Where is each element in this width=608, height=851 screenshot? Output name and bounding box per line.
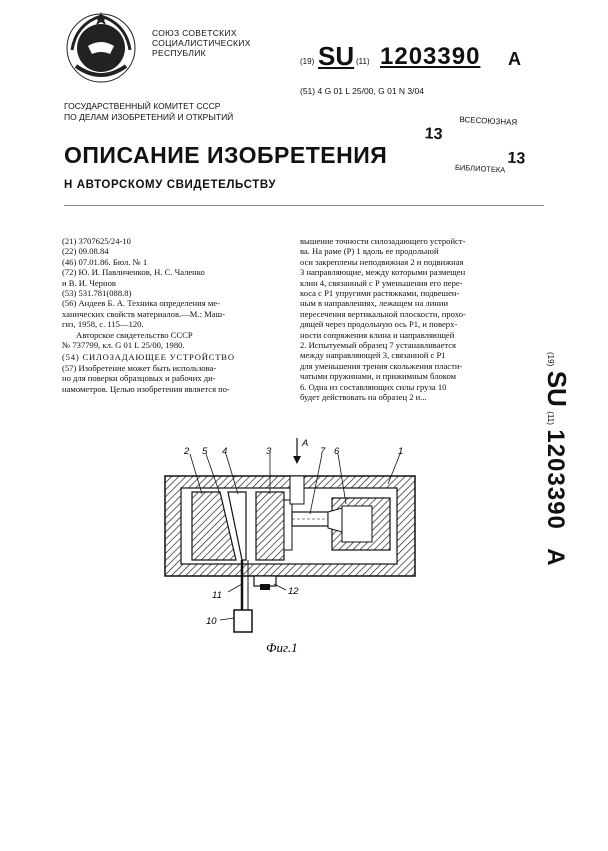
figure-drawing — [150, 434, 420, 662]
abstract-line: для уменьшения трения скольжения пласти- — [300, 360, 463, 371]
code-11: (11) — [356, 57, 370, 66]
biblio-line: (72) Ю. И. Павличенков, Н. С. Чаленко — [62, 267, 205, 278]
abstract-line: будет действовать на образец 2 и... — [300, 392, 427, 403]
label-12: 12 — [288, 586, 299, 597]
document-title: ОПИСАНИЕ ИЗОБРЕТЕНИЯ — [64, 142, 388, 168]
abstract-line: ности сопряжения клина и направляющей — [300, 329, 455, 340]
ipc-classification: (51) 4 G 01 L 25/00, G 01 N 3/04 — [300, 86, 424, 96]
ussr-line: РЕСПУБЛИК — [152, 48, 206, 58]
country-code: SU — [318, 41, 355, 71]
moving-guide — [256, 492, 284, 560]
abstract-line: клин 4, связанный с Р уменьшения его пере- — [300, 277, 463, 288]
label-5: 5 — [202, 446, 208, 457]
stamp-num: 13 — [507, 149, 526, 168]
label-2: 2 — [184, 446, 190, 457]
abstract-line: чатыми пружинами, и прижимным блоком — [300, 371, 457, 382]
label-10: 10 — [206, 616, 217, 627]
arrow-label: А — [302, 438, 309, 449]
patent-number: 1203390 — [380, 43, 481, 70]
stamp-line: БИБЛИОТЕКА — [454, 162, 506, 175]
divider — [64, 205, 544, 206]
label-1: 1 — [398, 446, 404, 457]
side-code-11: (11) — [546, 411, 555, 425]
label-7: 7 — [320, 446, 326, 457]
abstract-line: дящей через продольную ось Р1, и поверх- — [300, 319, 458, 330]
ussr-emblem-icon — [62, 8, 140, 86]
right-column — [300, 236, 522, 403]
biblio-line: (53) 531.781(088.8) — [62, 288, 132, 299]
abstract-title: (54) СИЛОЗАДАЮЩЕЕ УСТРОЙСТВО — [62, 352, 235, 363]
abstract-line: (57) Изобретение может быть использова- — [62, 362, 217, 373]
bibliographic-data — [62, 236, 274, 350]
biblio-line: № 737799, кл. G 01 L 25/00, 1980. — [62, 340, 185, 351]
biblio-line: ханических свойств материалов.—М.: Маш- — [62, 308, 226, 319]
side-kind: A — [542, 548, 569, 567]
ussr-line: СОЮЗ СОВЕТСКИХ — [152, 28, 237, 38]
code-19: (19) — [300, 57, 315, 66]
library-stamp — [416, 109, 538, 187]
side-code-19: (19) — [546, 352, 555, 367]
label-3: 3 — [266, 446, 272, 457]
abstract-line: 6. Одна из составляющих силы груза 10 — [300, 381, 447, 392]
abstract-line: 3 направляющие, между которыми размещен — [300, 267, 466, 278]
abstract-line: но для поверки образцовых и рабочих ди- — [62, 373, 216, 384]
abstract-line: намометров. Целью изобретения является по- — [62, 383, 230, 394]
side-patent-number — [540, 352, 574, 652]
committee-line: ПО ДЕЛАМ ИЗОБРЕТЕНИЙ И ОТКРЫТИЙ — [64, 112, 234, 122]
biblio-line: и В. И. Чернов — [62, 277, 116, 288]
biblio-line: (46) 07.01.86. Бюл. № 1 — [62, 256, 148, 267]
left-column — [62, 236, 274, 394]
committee — [64, 101, 233, 123]
biblio-line: (56) Андеев Б. А. Техника определения ме- — [62, 298, 220, 309]
biblio-line: (22) 09.08.84 — [62, 246, 109, 257]
abstract-line: пересечения вертикальной плоскости, прохо- — [300, 308, 466, 319]
biblio-line: (21) 3707625/24-10 — [62, 236, 131, 246]
label-4: 4 — [222, 446, 228, 457]
biblio-line: Авторское свидетельство СССР — [76, 329, 193, 340]
label-6: 6 — [334, 446, 340, 457]
weight — [234, 610, 252, 632]
abstract-line: ва. На раме (Р) 1 вдоль ее продольной — [300, 246, 439, 257]
abstract-line: ным в направлениях, лежащем на линии — [300, 298, 449, 309]
label-11: 11 — [212, 590, 222, 601]
abstract-line: между направляющей 3, связанной с Р1 — [300, 350, 446, 361]
abstract-line: вышение точности силозадающего устройст- — [300, 236, 466, 246]
abstract-line: 2. Испытуемый образец 7 устанавливается — [300, 340, 457, 351]
biblio-line: гиз, 1958, с. 115—120. — [62, 319, 144, 330]
kind-code: A — [508, 49, 521, 69]
stamp-day: 13 — [424, 125, 443, 144]
abstract-line: коса с Р1 упругими растяжками, подвешен- — [300, 288, 460, 299]
abstract-line: оси закреплены неподвижная 2 и подвижная — [300, 256, 464, 267]
committee-line: ГОСУДАРСТВЕННЫЙ КОМИТЕТ СССР — [64, 101, 221, 111]
side-number: 1203390 — [542, 429, 569, 530]
document-subtitle: Н АВТОРСКОМУ СВИДЕТЕЛЬСТВУ — [64, 179, 277, 191]
stamp-line: ВСЕСОЮЗНАЯ — [459, 115, 518, 128]
ussr-line: СОЦИАЛИСТИЧЕСКИХ — [152, 38, 251, 48]
side-country: SU — [542, 370, 572, 407]
figure-caption: Фиг.1 — [266, 640, 298, 655]
ussr-caption — [152, 28, 251, 58]
